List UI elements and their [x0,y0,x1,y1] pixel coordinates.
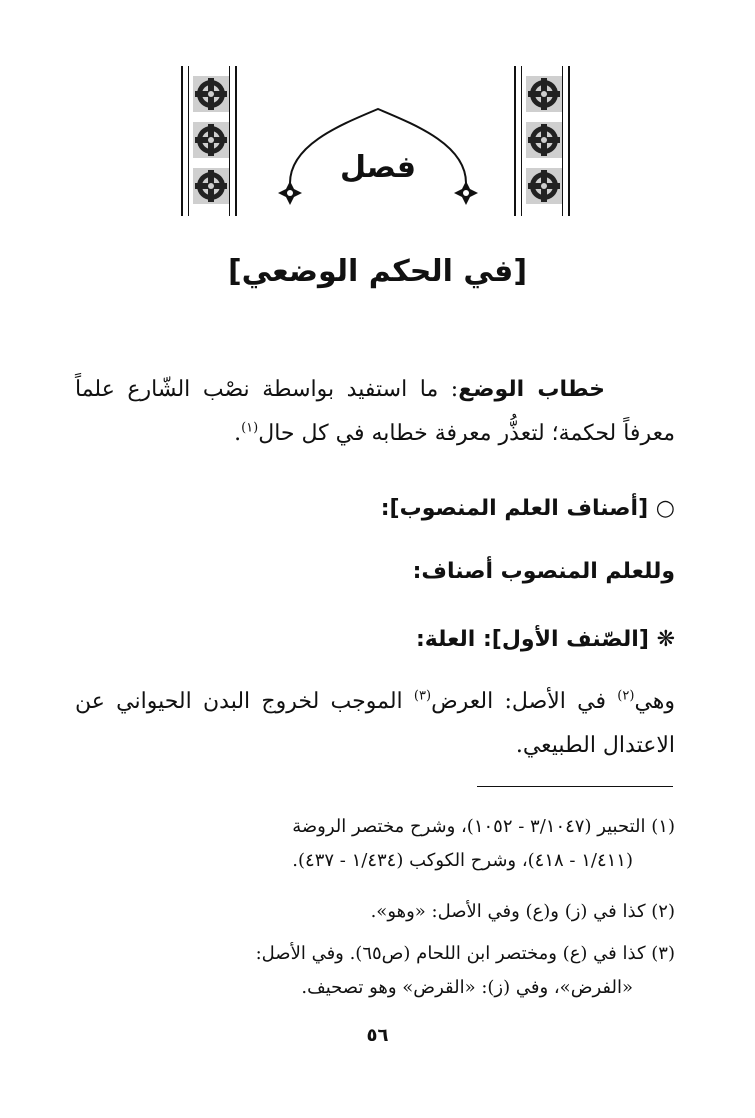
paragraph-part: في الأصل: العرض [431,689,618,714]
ornament-left [181,66,237,216]
footnote [75,937,675,1005]
ornament-tile-icon [193,122,229,158]
definition-term: خطاب الوضع [458,377,606,402]
first-type-name: العلة: [415,627,476,652]
ornament-tile-icon [526,76,562,112]
ornament-right [514,66,570,216]
page-number: ٥٦ [366,1025,389,1046]
paragraph-part: الموجب لخروج البدن الحيواني عن الاعتدال الطبيعي. [75,689,675,758]
first-type-paragraph [75,680,675,768]
asterisk-bullet-icon: ❋ [656,627,675,652]
circle-bullet-icon: ○ [655,496,675,521]
paragraph-part: وهي [634,689,675,714]
ornament-tile-icon [526,168,562,204]
footnote-number: (٢) [651,901,675,922]
definition-paragraph [75,368,675,456]
footnote-number: (١) [651,816,675,837]
footnote-text: (١/٤١١ - ٤١٨)، وشرح الكوكب (١/٤٣٤ - ٤٣٧). [292,850,633,871]
footnote-text: كذا في (ز) و(ع) وفي الأصل: «وهو». [370,901,646,922]
section-title: [في الحكم الوضعي] [227,254,528,289]
subheading-types [75,496,675,521]
types-intro: وللعلم المنصوب أصناف: [412,559,675,584]
definition-end: . [234,421,242,446]
ornament-tile-icon [193,76,229,112]
footnote [75,895,675,929]
footnote [75,810,675,878]
subheading-first-type [75,627,675,652]
footnote-separator [477,786,673,787]
footnote-text: التحبير (٣/١٠٤٧ - ١٠٥٢)، وشرح مختصر الروضة [292,816,646,837]
subheading-text: [أصناف العلم المنصوب]: [380,496,649,521]
footnote-ref: (٢) [617,688,635,704]
footnote-ref: (٣) [413,688,432,704]
footnote-number: (٣) [651,943,675,964]
first-type-label: [الصّنف الأول] [491,627,649,652]
footnote-ref: (١) [241,420,259,436]
chapter-heading: فصل [340,150,416,185]
ornament-tile-icon [526,122,562,158]
ornament-tile-icon [193,168,229,204]
footnote-text: كذا في (ع) ومختصر ابن اللحام (ص٦٥). وفي الأصل: [255,943,646,964]
first-type-sep: : [475,627,492,652]
footnote-text: «الفرض»، وفي (ز): «القرض» وهو تصحيف. [301,977,633,998]
definition-text: : ما استفيد بواسطة نصْب الشّارع علماً معرفاً لحكمة؛ لتعذُّر معرفة خطابه في كل حال [75,377,675,446]
